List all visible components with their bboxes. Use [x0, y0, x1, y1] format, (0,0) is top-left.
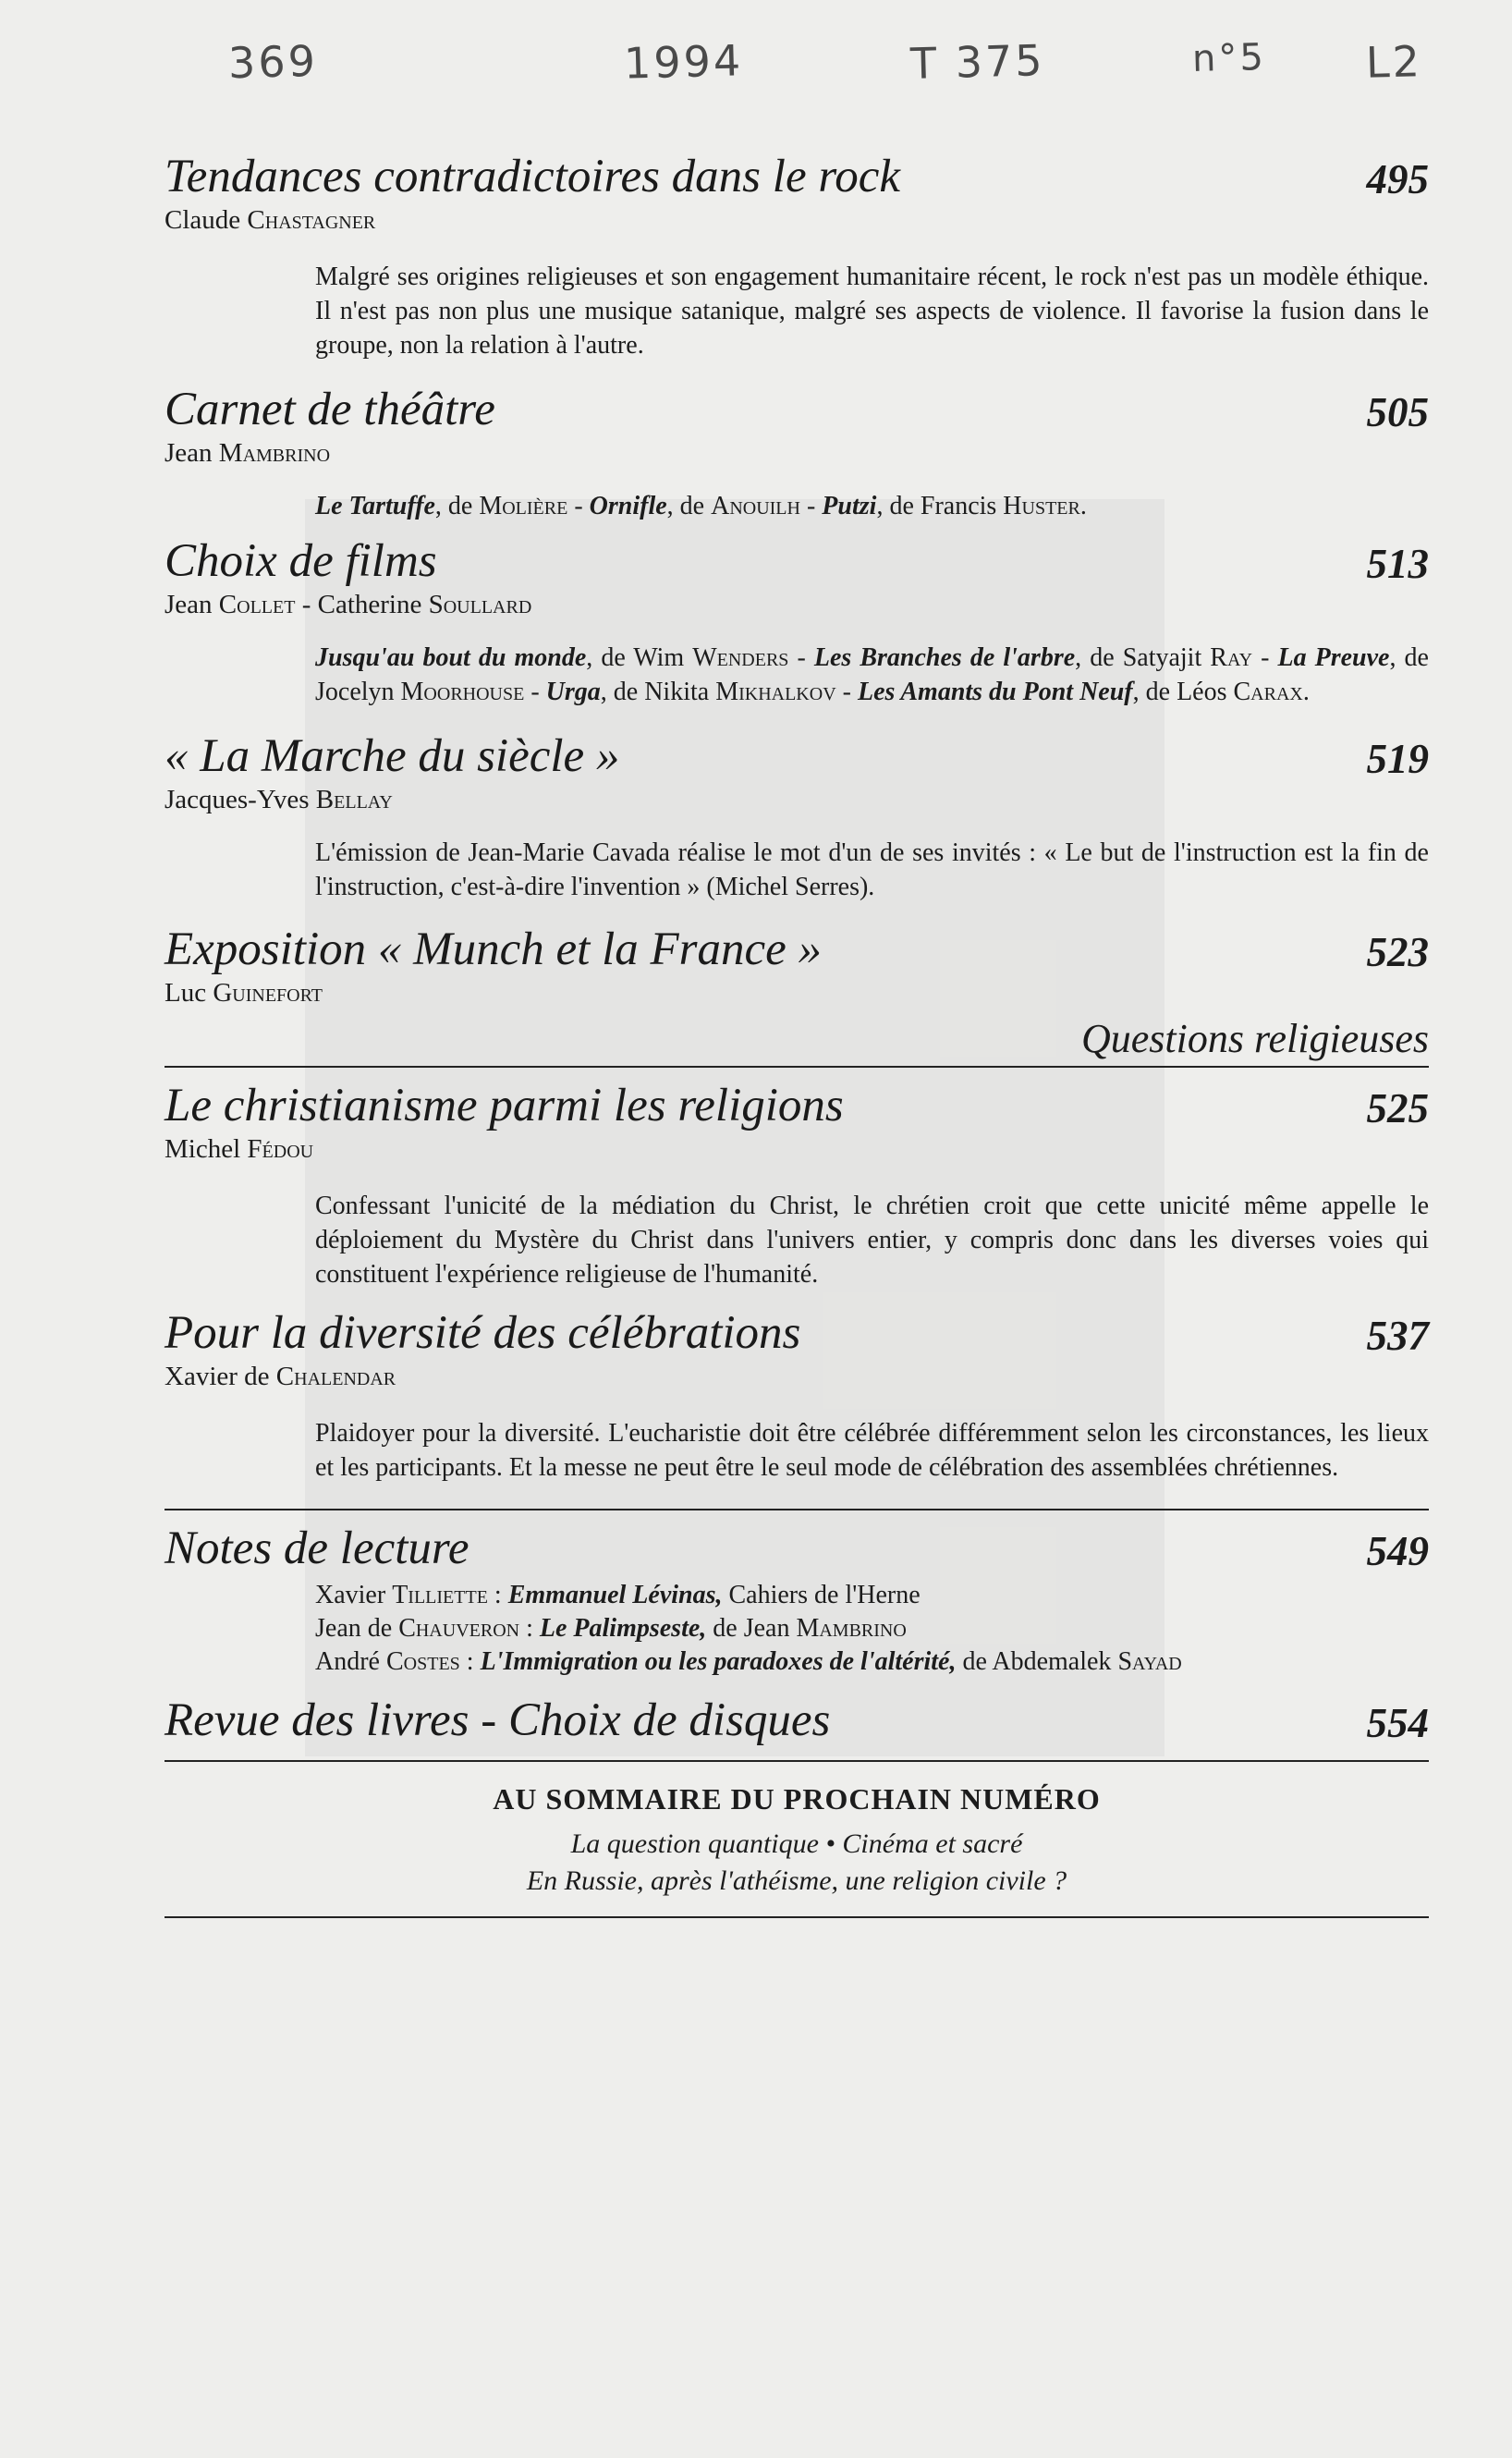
toc-entry[interactable] [165, 1295, 1429, 1485]
next-issue-line: La question quantique • Cinéma et sacré [570, 1828, 1023, 1859]
page-number: 505 [1366, 389, 1429, 435]
entry-author: Jean Mambrino [165, 438, 331, 468]
handwritten-note: T 375 [909, 35, 1046, 89]
next-issue-line: En Russie, après l'athéisme, une religion civile ? [526, 1865, 1067, 1896]
entry-title: Notes de lecture [165, 1522, 469, 1574]
entry-summary: Plaidoyer pour la diversité. L'eucharistie doit être célébrée différemment selon les circonstances, les lieux et les participants. Et la messe ne peut être le seul mode de célébration des assemblées chrétiennes. [315, 1419, 1429, 1482]
entry-works: Jusqu'au bout du monde, de Wim Wenders - Les Branches de l'arbre, de Satyajit Ray - La Preuve, de Jocelyn Moorhouse - Urga, de Nikita Mikhalkov - Les Amants du Pont Neuf, de Léos Carax. [315, 643, 1429, 706]
page-number: 549 [1366, 1528, 1429, 1574]
list-item: André Costes : L'Immigration ou les paradoxes de l'altérité, de Abdemalek Sayad [315, 1647, 1182, 1676]
section-label: Questions religieuses [1081, 1016, 1429, 1061]
table-of-contents [165, 139, 1429, 1918]
entry-author: Michel Fédou [165, 1134, 314, 1164]
entry-works: Le Tartuffe, de Molière - Ornifle, de Anouilh - Putzi, de Francis Huster. [315, 492, 1087, 520]
toc-entry[interactable] [165, 372, 1429, 523]
entry-title: Carnet de théâtre [165, 384, 495, 435]
page-number: 554 [1366, 1700, 1429, 1746]
page-number: 537 [1366, 1313, 1429, 1359]
toc-entry[interactable] [165, 911, 1429, 1009]
list-item: Jean de Chauveron : Le Palimpseste, de Jean Mambrino [315, 1614, 907, 1643]
entry-author: Claude Chastagner [165, 205, 376, 235]
entry-title: « La Marche du siècle » [165, 730, 620, 782]
entry-summary: L'émission de Jean-Marie Cavada réalise le mot d'un de ses invités : « Le but de l'instruction est la fin de l'instruction, c'est-à-dire l'invention » (Michel Serres). [315, 838, 1429, 901]
divider [165, 1916, 1429, 1918]
entry-author: Luc Guinefort [165, 978, 323, 1008]
page-number: 523 [1366, 929, 1429, 975]
handwritten-note: n°5 [1191, 35, 1267, 81]
toc-entry[interactable] [165, 1682, 1429, 1747]
entry-summary: Malgré ses origines religieuses et son engagement humanitaire récent, le rock n'est pas un modèle éthique. Il n'est pas non plus une musique satanique, malgré ses aspects de violence. Il favorise la fusion dans le groupe, non la relation à l'autre. [315, 263, 1429, 360]
divider [165, 1760, 1429, 1762]
entry-title: Pour la diversité des célébrations [165, 1307, 801, 1359]
entry-title: Choix de films [165, 535, 437, 587]
section-header [165, 1009, 1429, 1066]
handwritten-note: L2 [1365, 36, 1423, 88]
toc-entry[interactable] [165, 523, 1429, 709]
handwritten-note: 1994 [623, 35, 744, 89]
page-number: 519 [1366, 736, 1429, 782]
toc-entry[interactable] [165, 139, 1429, 362]
notes-list [315, 1579, 1429, 1679]
list-item: Xavier Tilliette : Emmanuel Lévinas, Cahiers de l'Herne [315, 1581, 921, 1609]
next-issue-box [165, 1782, 1429, 1900]
entry-title: Le christianisme parmi les religions [165, 1080, 844, 1131]
entry-author: Xavier de Chalendar [165, 1362, 396, 1391]
toc-entry[interactable] [165, 1068, 1429, 1291]
entry-summary: Confessant l'unicité de la médiation du Christ, le chrétien croit que cette unicité même appelle le déploiement du Mystère du Christ dans l'univers entier, y compris donc dans les diverses voies qui constituent l'expérience religieuse de l'humanité. [315, 1192, 1429, 1289]
handwritten-note: 369 [227, 35, 319, 89]
page-number: 525 [1366, 1085, 1429, 1131]
entry-title: Exposition « Munch et la France » [165, 923, 823, 975]
page-number: 513 [1366, 541, 1429, 587]
next-issue-heading: AU SOMMAIRE DU PROCHAIN NUMÉRO [493, 1782, 1101, 1816]
entry-title: Tendances contradictoires dans le rock [165, 151, 901, 202]
toc-entry[interactable] [165, 718, 1429, 904]
entry-author: Jacques-Yves Bellay [165, 785, 393, 814]
entry-author: Jean Collet - Catherine Soullard [165, 590, 532, 619]
toc-entry[interactable] [165, 1510, 1429, 1679]
page-number: 495 [1366, 156, 1429, 202]
entry-title: Revue des livres - Choix de disques [165, 1694, 831, 1746]
